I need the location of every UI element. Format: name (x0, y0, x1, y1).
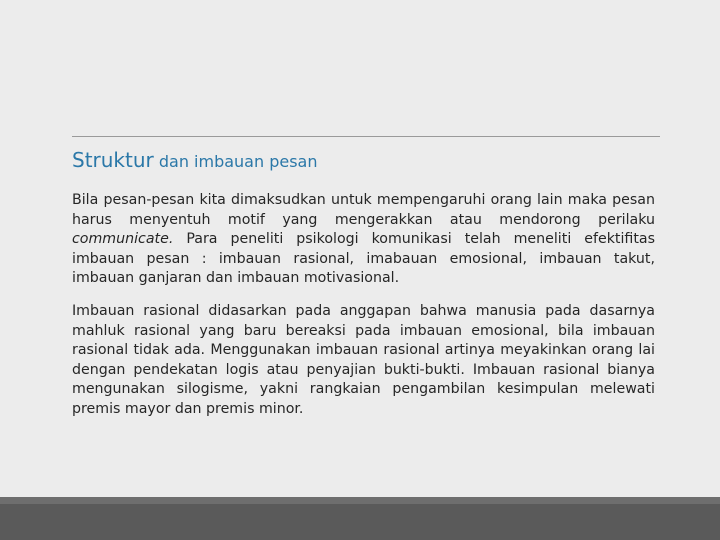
title-divider (72, 136, 660, 137)
footer-strip (0, 497, 720, 504)
slide-title-rest: dan imbauan pesan (153, 152, 318, 171)
paragraph-1 (72, 191, 655, 289)
slide-title (72, 148, 662, 172)
paragraph-1-emphasis: communicate. (72, 231, 174, 248)
paragraph-1-text-after: Para peneliti psikologi komunikasi telah meneliti efektifitas imbauan pesan : imbauan rasional, imabauan emosional, imbauan takut, imbauan ganjaran dan imbauan motivasional. (72, 231, 655, 287)
footer-bar (0, 497, 720, 540)
paragraph-2: Imbauan rasional didasarkan pada anggapan bahwa manusia pada dasarnya mahluk rasional yang baru bereaksi pada imbauan emosional, bila imbauan rasional tidak ada. Menggunakan imbauan rasional artinya meyakinkan orang lai dengan pendekatan logis atau penyajian bukti-bukti. Imbauan rasional bianya mengunakan silogisme, yakni rangkaian pengambilan kesimpulan melewati premis mayor dan premis minor. (72, 302, 655, 417)
slide-title-lead: Struktur (72, 148, 154, 172)
slide-body (72, 191, 655, 433)
paragraph-1-text-before: Bila pesan-pesan kita dimaksudkan untuk mempengaruhi orang lain maka pesan harus menyentuh motif yang mengerakkan atau mendorong perilaku (72, 192, 655, 228)
